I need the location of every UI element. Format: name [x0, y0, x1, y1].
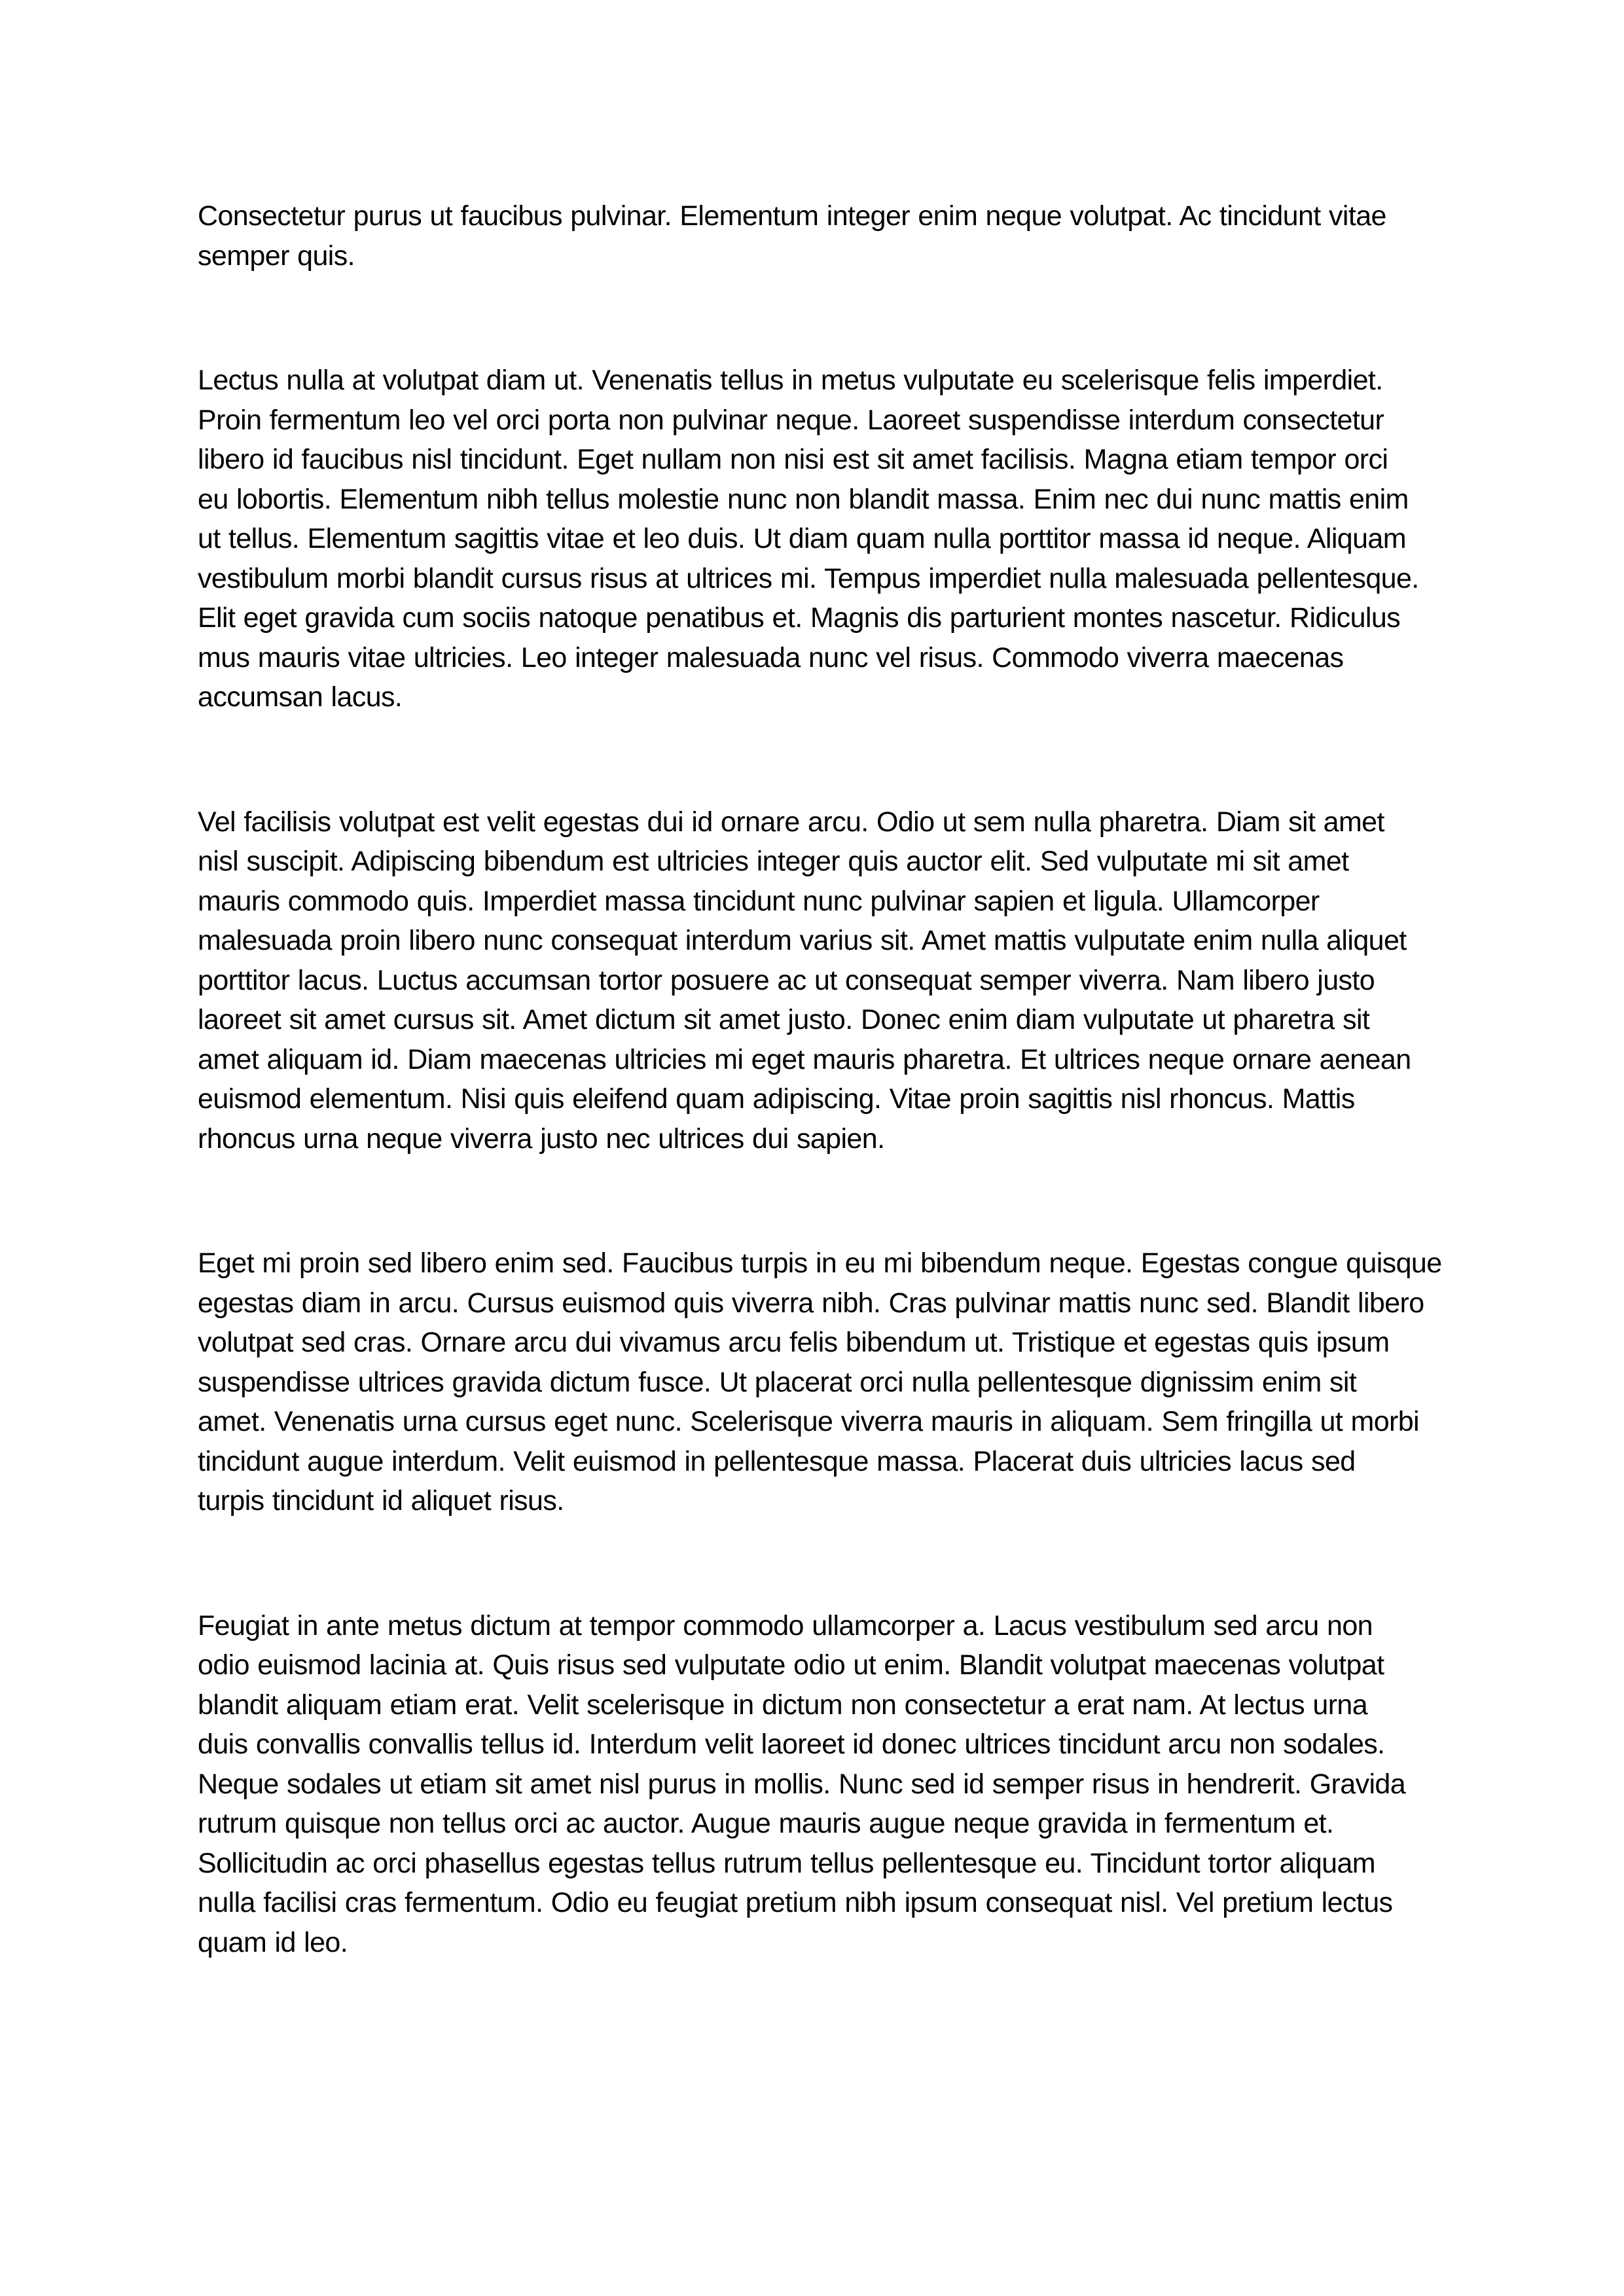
text-line: euismod elementum. Nisi quis eleifend quam adipiscing. Vitae proin sagittis nisl rhoncus. Mattis [198, 1083, 1355, 1115]
text-line: Sollicitudin ac orci phasellus egestas tellus rutrum tellus pellentesque eu. Tincidunt tortor aliquam [198, 1847, 1375, 1879]
text-line: Feugiat in ante metus dictum at tempor commodo ullamcorper a. Lacus vestibulum sed arcu non [198, 1609, 1373, 1641]
text-line: mauris commodo quis. Imperdiet massa tincidunt nunc pulvinar sapien et ligula. Ullamcorper [198, 885, 1320, 917]
text-line: turpis tincidunt id aliquet risus. [198, 1485, 564, 1516]
text-line: Vel facilisis volutpat est velit egestas dui id ornare arcu. Odio ut sem nulla pharetra. Diam sit amet [198, 806, 1384, 838]
text-line: rutrum quisque non tellus orci ac auctor. Augue mauris augue neque gravida in fermentum et. [198, 1808, 1334, 1839]
text-line: Eget mi proin sed libero enim sed. Faucibus turpis in eu mi bibendum neque. Egestas congue quisque [198, 1247, 1442, 1279]
paragraph-3 [198, 802, 1441, 1159]
text-line: accumsan lacus. [198, 681, 403, 713]
text-line: tincidunt augue interdum. Velit euismod in pellentesque massa. Placerat duis ultricies lacus sed [198, 1445, 1356, 1477]
document-body [198, 196, 1441, 2047]
text-line: egestas diam in arcu. Cursus euismod quis viverra nibh. Cras pulvinar mattis nunc sed. Blandit libero [198, 1287, 1424, 1319]
text-line: Elit eget gravida cum sociis natoque penatibus et. Magnis dis parturient montes nascetur. Ridiculus [198, 602, 1401, 634]
text-line: malesuada proin libero nunc consequat interdum varius sit. Amet mattis vulputate enim nulla aliquet [198, 925, 1407, 956]
text-line: mus mauris vitae ultricies. Leo integer malesuada nunc vel risus. Commodo viverra maecenas [198, 641, 1344, 673]
text-line: quam id leo. [198, 1926, 348, 1958]
text-line: blandit aliquam etiam erat. Velit scelerisque in dictum non consectetur a erat nam. At lectus urna [198, 1689, 1368, 1721]
text-line: rhoncus urna neque viverra justo nec ultrices dui sapien. [198, 1122, 885, 1155]
text-line: amet. Venenatis urna cursus eget nunc. Scelerisque viverra mauris in aliquam. Sem fringilla ut morbi [198, 1406, 1420, 1437]
text-line: volutpat sed cras. Ornare arcu dui vivamus arcu felis bibendum ut. Tristique et egestas quis ipsum [198, 1327, 1390, 1358]
text-line: laoreet sit amet cursus sit. Amet dictum sit amet justo. Donec enim diam vulputate ut pharetra sit [198, 1004, 1370, 1035]
paragraph-2 [198, 361, 1441, 717]
text-line: eu lobortis. Elementum nibh tellus molestie nunc non blandit massa. Enim nec dui nunc mattis enim [198, 483, 1409, 515]
text-line: libero id faucibus nisl tincidunt. Eget nullam non nisi est sit amet facilisis. Magna etiam tempor orci [198, 444, 1388, 475]
text-line: Neque sodales ut etiam sit amet nisl purus in mollis. Nunc sed id semper risus in hendrerit. Gravida [198, 1768, 1406, 1800]
paragraph-1 [198, 196, 1441, 276]
text-line: porttitor lacus. Luctus accumsan tortor posuere ac ut consequat semper viverra. Nam libero justo [198, 964, 1375, 996]
text-line: nisl suscipit. Adipiscing bibendum est ultricies integer quis auctor elit. Sed vulputate mi sit amet [198, 846, 1349, 877]
text-line: odio euismod lacinia at. Quis risus sed vulputate odio ut enim. Blandit volutpat maecenas volutpat [198, 1649, 1384, 1681]
paragraph-5 [198, 1606, 1441, 1963]
text-line: duis convallis convallis tellus id. Interdum velit laoreet id donec ultrices tincidunt arcu non sodales. [198, 1729, 1385, 1760]
text-line: Consectetur purus ut faucibus pulvinar. Elementum integer enim neque volutpat. Ac tincidunt vitae [198, 200, 1386, 232]
text-line: Lectus nulla at volutpat diam ut. Venenatis tellus in metus vulputate eu scelerisque felis imperdiet. [198, 365, 1383, 396]
text-line: vestibulum morbi blandit cursus risus at ultrices mi. Tempus imperdiet nulla malesuada pellentesque. [198, 562, 1419, 594]
text-line: semper quis. [198, 240, 355, 272]
text-line: amet aliquam id. Diam maecenas ultricies mi eget mauris pharetra. Et ultrices neque ornare aenean [198, 1043, 1411, 1075]
paragraph-4 [198, 1244, 1441, 1521]
text-line: Proin fermentum leo vel orci porta non pulvinar neque. Laoreet suspendisse interdum consectetur [198, 404, 1384, 436]
text-line: ut tellus. Elementum sagittis vitae et leo duis. Ut diam quam nulla porttitor massa id neque. Aliquam [198, 523, 1406, 554]
text-line: nulla facilisi cras fermentum. Odio eu feugiat pretium nibh ipsum consequat nisl. Vel pretium lectus [198, 1887, 1393, 1918]
text-line: suspendisse ultrices gravida dictum fusce. Ut placerat orci nulla pellentesque dignissim enim sit [198, 1366, 1357, 1398]
